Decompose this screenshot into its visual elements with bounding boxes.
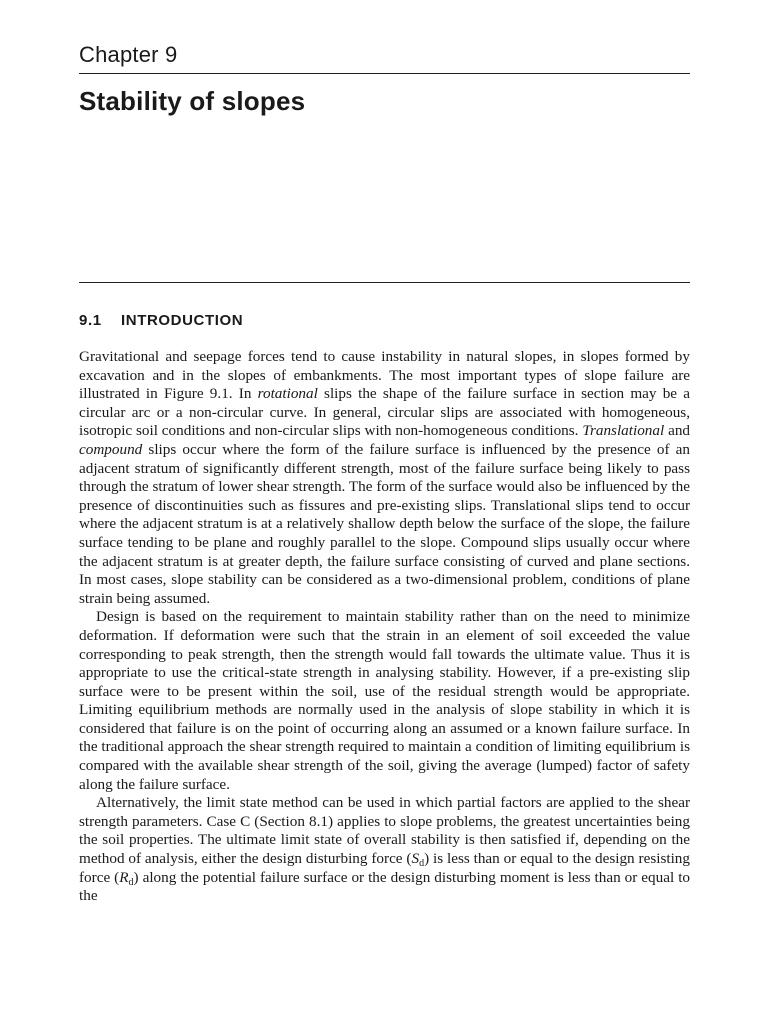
chapter-title: Stability of slopes: [79, 86, 306, 116]
p1-text-3: and: [664, 422, 691, 440]
p1-text-1: Gravitational and seepage forces tend to cause instability in natural slopes, in slopes formed by excavation and in the slopes of embankments. The most important types of slope failure are illustrated in Figure 9.1. In: [79, 348, 690, 403]
p1-emphasis-translational: Translational: [582, 422, 665, 440]
p3-subscript-d-2: d: [128, 876, 134, 888]
section-number: 9.1: [79, 312, 102, 329]
p3-text-1: Alternatively, the limit state method can be used in which partial factors are applied to the shear strength parameters. Case C (Section 8.1) applies to slope problems, the greatest uncertainties being the soil properties. The ultimate limit state of overall stability is then satisfied if, depending on the method of analysis, either the design disturbing force (: [79, 794, 690, 868]
p3-subscript-d-1: d: [419, 858, 425, 870]
p1-text-2: slips the shape of the failure surface in section may be a circular arc or a non-circular curve. In general, circular slips are associated with homogeneous, isotropic soil conditions and non-circular slips with non-homogeneous conditions.: [79, 385, 690, 440]
title-separator-rule: [79, 282, 690, 283]
paragraph-3: [79, 794, 690, 906]
section-title: INTRODUCTION: [121, 312, 244, 329]
paragraph-2: Design is based on the requirement to maintain stability rather than on the need to minimize deformation. If deformation were such that the strain in an element of soil exceeded the value corresponding to peak strength, then the strength would fall towards the ultimate value. Thus it is appropriate to use the critical-state strength in analysing stability. However, if a pre-existing slip surface were to be present within the soil, use of the residual strength would be appropriate. Limiting equilibrium methods are normally used in the analysis of slope stability in which it is considered that failure is on the point of occurring along an assumed or a known failure surface. In the traditional approach the shear strength required to maintain a condition of limiting equilibrium is compared with the available shear strength of the soil, giving the average (lumped) factor of safety along the failure surface.: [79, 608, 690, 793]
p1-text-4: slips occur where the form of the failure surface is influenced by the presence of an adjacent stratum of significantly different strength, most of the failure surface being likely to pass through the stratum of lower shear strength. The form of the surface would also be influenced by the presence of discontinuities such as fissures and pre-existing slips. Translational slips tend to occur where the adjacent stratum is at a relatively shallow depth below the surface of the slope, the failure surface tending to be plane and roughly parallel to the slope. Compound slips usually occur where the adjacent stratum is at greater depth, the failure surface consisting of curved and plane sections. In most cases, slope stability can be considered as a two-dimensional problem, conditions of plane strain being assumed.: [79, 440, 690, 607]
p3-symbol-s: S: [411, 850, 420, 868]
p1-emphasis-compound: compound: [79, 440, 143, 458]
p1-emphasis-rotational: rotational: [257, 385, 318, 403]
p3-symbol-r: R: [119, 868, 129, 886]
document-page: [79, 0, 690, 1024]
p3-text-2: ) is less than or equal to the design resisting force (: [79, 850, 690, 886]
p3-text-3: ) along the potential failure surface or the design disturbing moment is less than or equal to the: [79, 868, 691, 905]
paragraph-1: [79, 348, 690, 608]
section-heading: [79, 312, 243, 329]
chapter-label: Chapter 9: [79, 42, 178, 67]
header-rule: [79, 73, 690, 74]
body-text: [79, 348, 690, 906]
